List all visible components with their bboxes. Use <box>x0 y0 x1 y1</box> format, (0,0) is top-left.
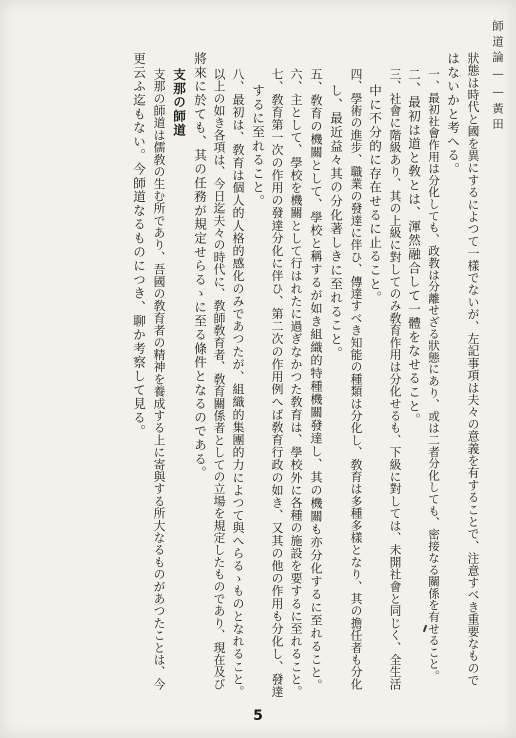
text-column: 中に不分的に存在せるに止ること。 <box>367 84 382 305</box>
text-column: 將來に於ても、其の任務が規定せらるゝに至る條件となるのである。 <box>192 52 207 480</box>
section-heading: 支那の師道 <box>171 68 186 137</box>
page-number: 5 <box>253 708 263 724</box>
text-column: 二、最初は道と敎とは、渾然融合して一體をなせること。 <box>406 68 421 427</box>
text-column: し、最近益々其の分化著しきに至れること。 <box>328 84 343 360</box>
text-column: 更云ふ迄もない。今師道なるものにつき、聊か考察して見る。 <box>131 52 146 439</box>
text-column: 七、敎育第一次の作用の發達分化に伴ひ、第二次の作用例へば敎育行政の如き、又其の他の作用も分化し、發達 <box>270 68 284 698</box>
running-header: 師道論——黃田 <box>491 20 505 134</box>
text-column: 四、學術の進步、職業の發達に伴ひ、傳達すべき知能の種類は分化し、敎育は多種多樣となり、其の擔任者も分化 <box>349 68 363 691</box>
text-column: 八、最初は、敎育は個人的人格的感化のみであつたが、組織的集團的力によつて與へらるゝものとなれること。 <box>231 68 245 698</box>
text-column: 以上の如き各項は、今日迄夫々の時代に、敎師敎育者、敎育關係者としての立場を規定したものであり、現在及び <box>212 68 226 691</box>
text-column: はないかと考へる。 <box>445 52 460 177</box>
text-column: するに至れること。 <box>250 84 265 209</box>
text-column: 三、社會に階級あり、其の上級に對してのみ敎育作用は分化せるも、下級に對しては、未開社會と同じく、全生活 <box>388 68 402 691</box>
text-column: 狀態は時代と國を異にするによつて一樣でないが、左記事項は夫々の意義を有することで、注意すべき重要なもので <box>466 52 480 687</box>
text-column: 六、主として、學校を機關として行はれたに過ぎなかつた敎育は、學校外に各種の施設を要するに至れること。 <box>289 68 303 698</box>
text-column: 五、敎育の機關として、學校と稱するが如き組織的特種機關發達し、其の機關も亦分化するに至れること。 <box>309 68 323 692</box>
text-column: 一、最初社會作用は分化しても、政教は分離せざる狀態にあり、或は二者分化しても、密接なる關係を有せること。 <box>427 68 441 682</box>
text-column: 支那の師道は儒敎の生む所であり、吾國の敎育者の精神を養成する上に寄與する所大なるものがあつたことは、今 <box>152 68 166 691</box>
